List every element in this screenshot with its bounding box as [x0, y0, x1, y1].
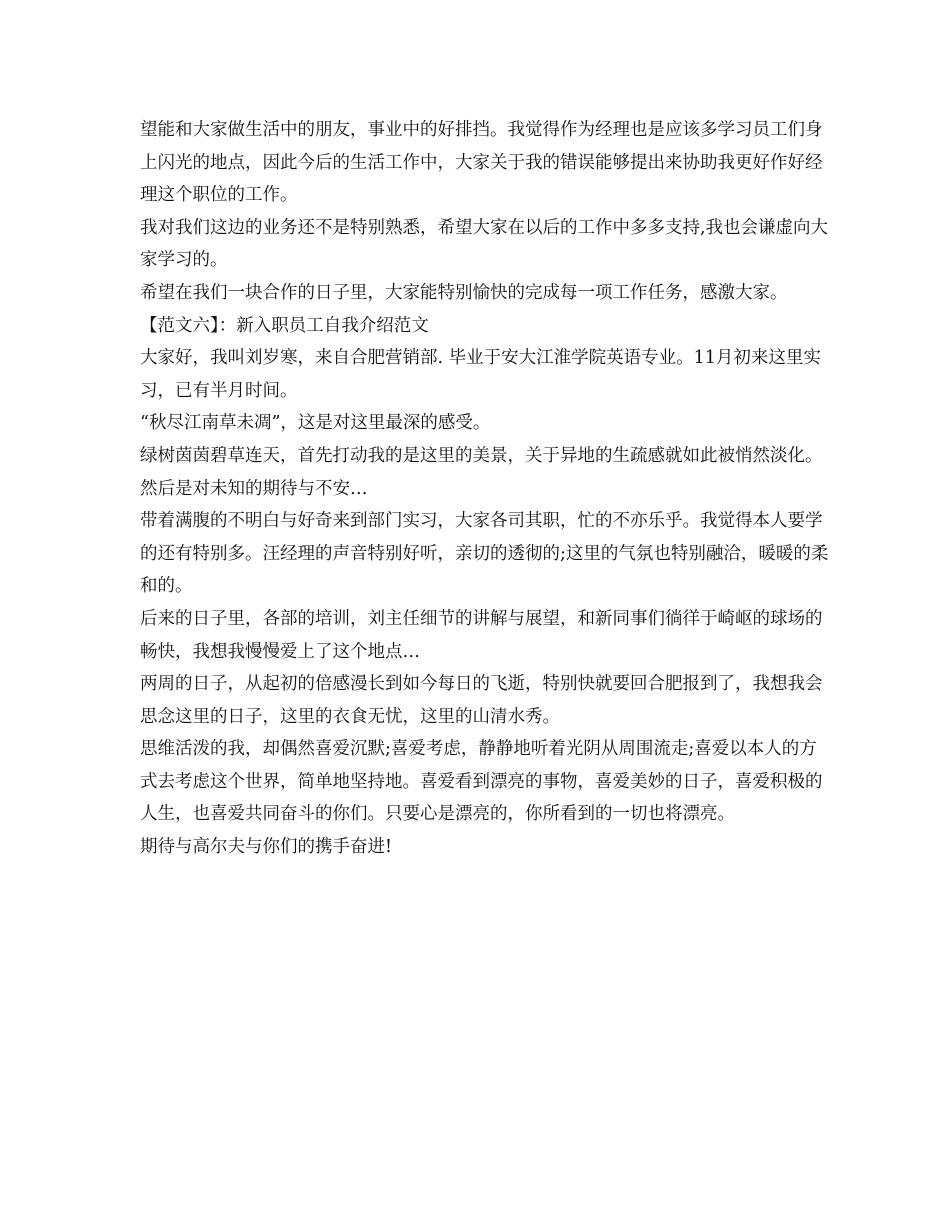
paragraph: 带着满腹的不明白与好奇来到部门实习，大家各司其职，忙的不亦乐乎。我觉得本人要学的还有特别多。汪经理的声音特别好听，亲切的透彻的;这里的气氛也特别融洽，暖暖的柔和的。: [140, 511, 829, 597]
paragraph: 大家好，我叫刘岁寒，来自合肥营销部. 毕业于安大江淮学院英语专业。11月初来这里实习，已有半月时间。: [140, 348, 821, 401]
paragraph: 思维活泼的我，却偶然喜爱沉默;喜爱考虑，静静地听着光阴从周围流走;喜爱以本人的方式去考虑这个世界，简单地坚持地。喜爱看到漂亮的事物，喜爱美妙的日子，喜爱积极的人生，也喜爱共同奋斗的你们。只要心是漂亮的，你所看到的一切也将漂亮。: [140, 739, 823, 825]
paragraph: 绿树茵茵碧草连天，首先打动我的是这里的美景，关于异地的生疏感就如此被悄然淡化。然后是对未知的期待与不安…: [140, 445, 823, 499]
document-body: [140, 114, 830, 864]
paragraph: 后来的日子里，各部的培训，刘主任细节的讲解与展望，和新同事们徜徉于崎岖的球场的畅快，我想我慢慢爱上了这个地点…: [140, 608, 823, 662]
paragraph: 期待与高尔夫与你们的携手奋进!: [140, 837, 393, 858]
paragraph: 希望在我们一块合作的日子里，大家能特别愉快的完成每一项工作任务，感激大家。: [140, 282, 788, 303]
paragraph: 我对我们这边的业务还不是特别熟悉，希望大家在以后的工作中多多支持,我也会谦虚向大家学习的。: [140, 217, 829, 271]
paragraph: 两周的日子，从起初的倍感漫长到如今每日的飞逝，特别快就要回合肥报到了，我想我会思念这里的日子，这里的衣食无忧，这里的山清水秀。: [140, 674, 823, 727]
paragraph: “秋尽江南草未凋”，这是对这里最深的感受。: [140, 413, 491, 434]
paragraph: 望能和大家做生活中的朋友，事业中的好排挡。我觉得作为经理也是应该多学习员工们身上闪光的地点，因此今后的生活工作中，大家关于我的错误能够提出来协助我更好作好经理这个职位的工作。: [140, 120, 823, 206]
section-heading: 【范文六】：新入职员工自我介绍范文: [140, 315, 429, 336]
